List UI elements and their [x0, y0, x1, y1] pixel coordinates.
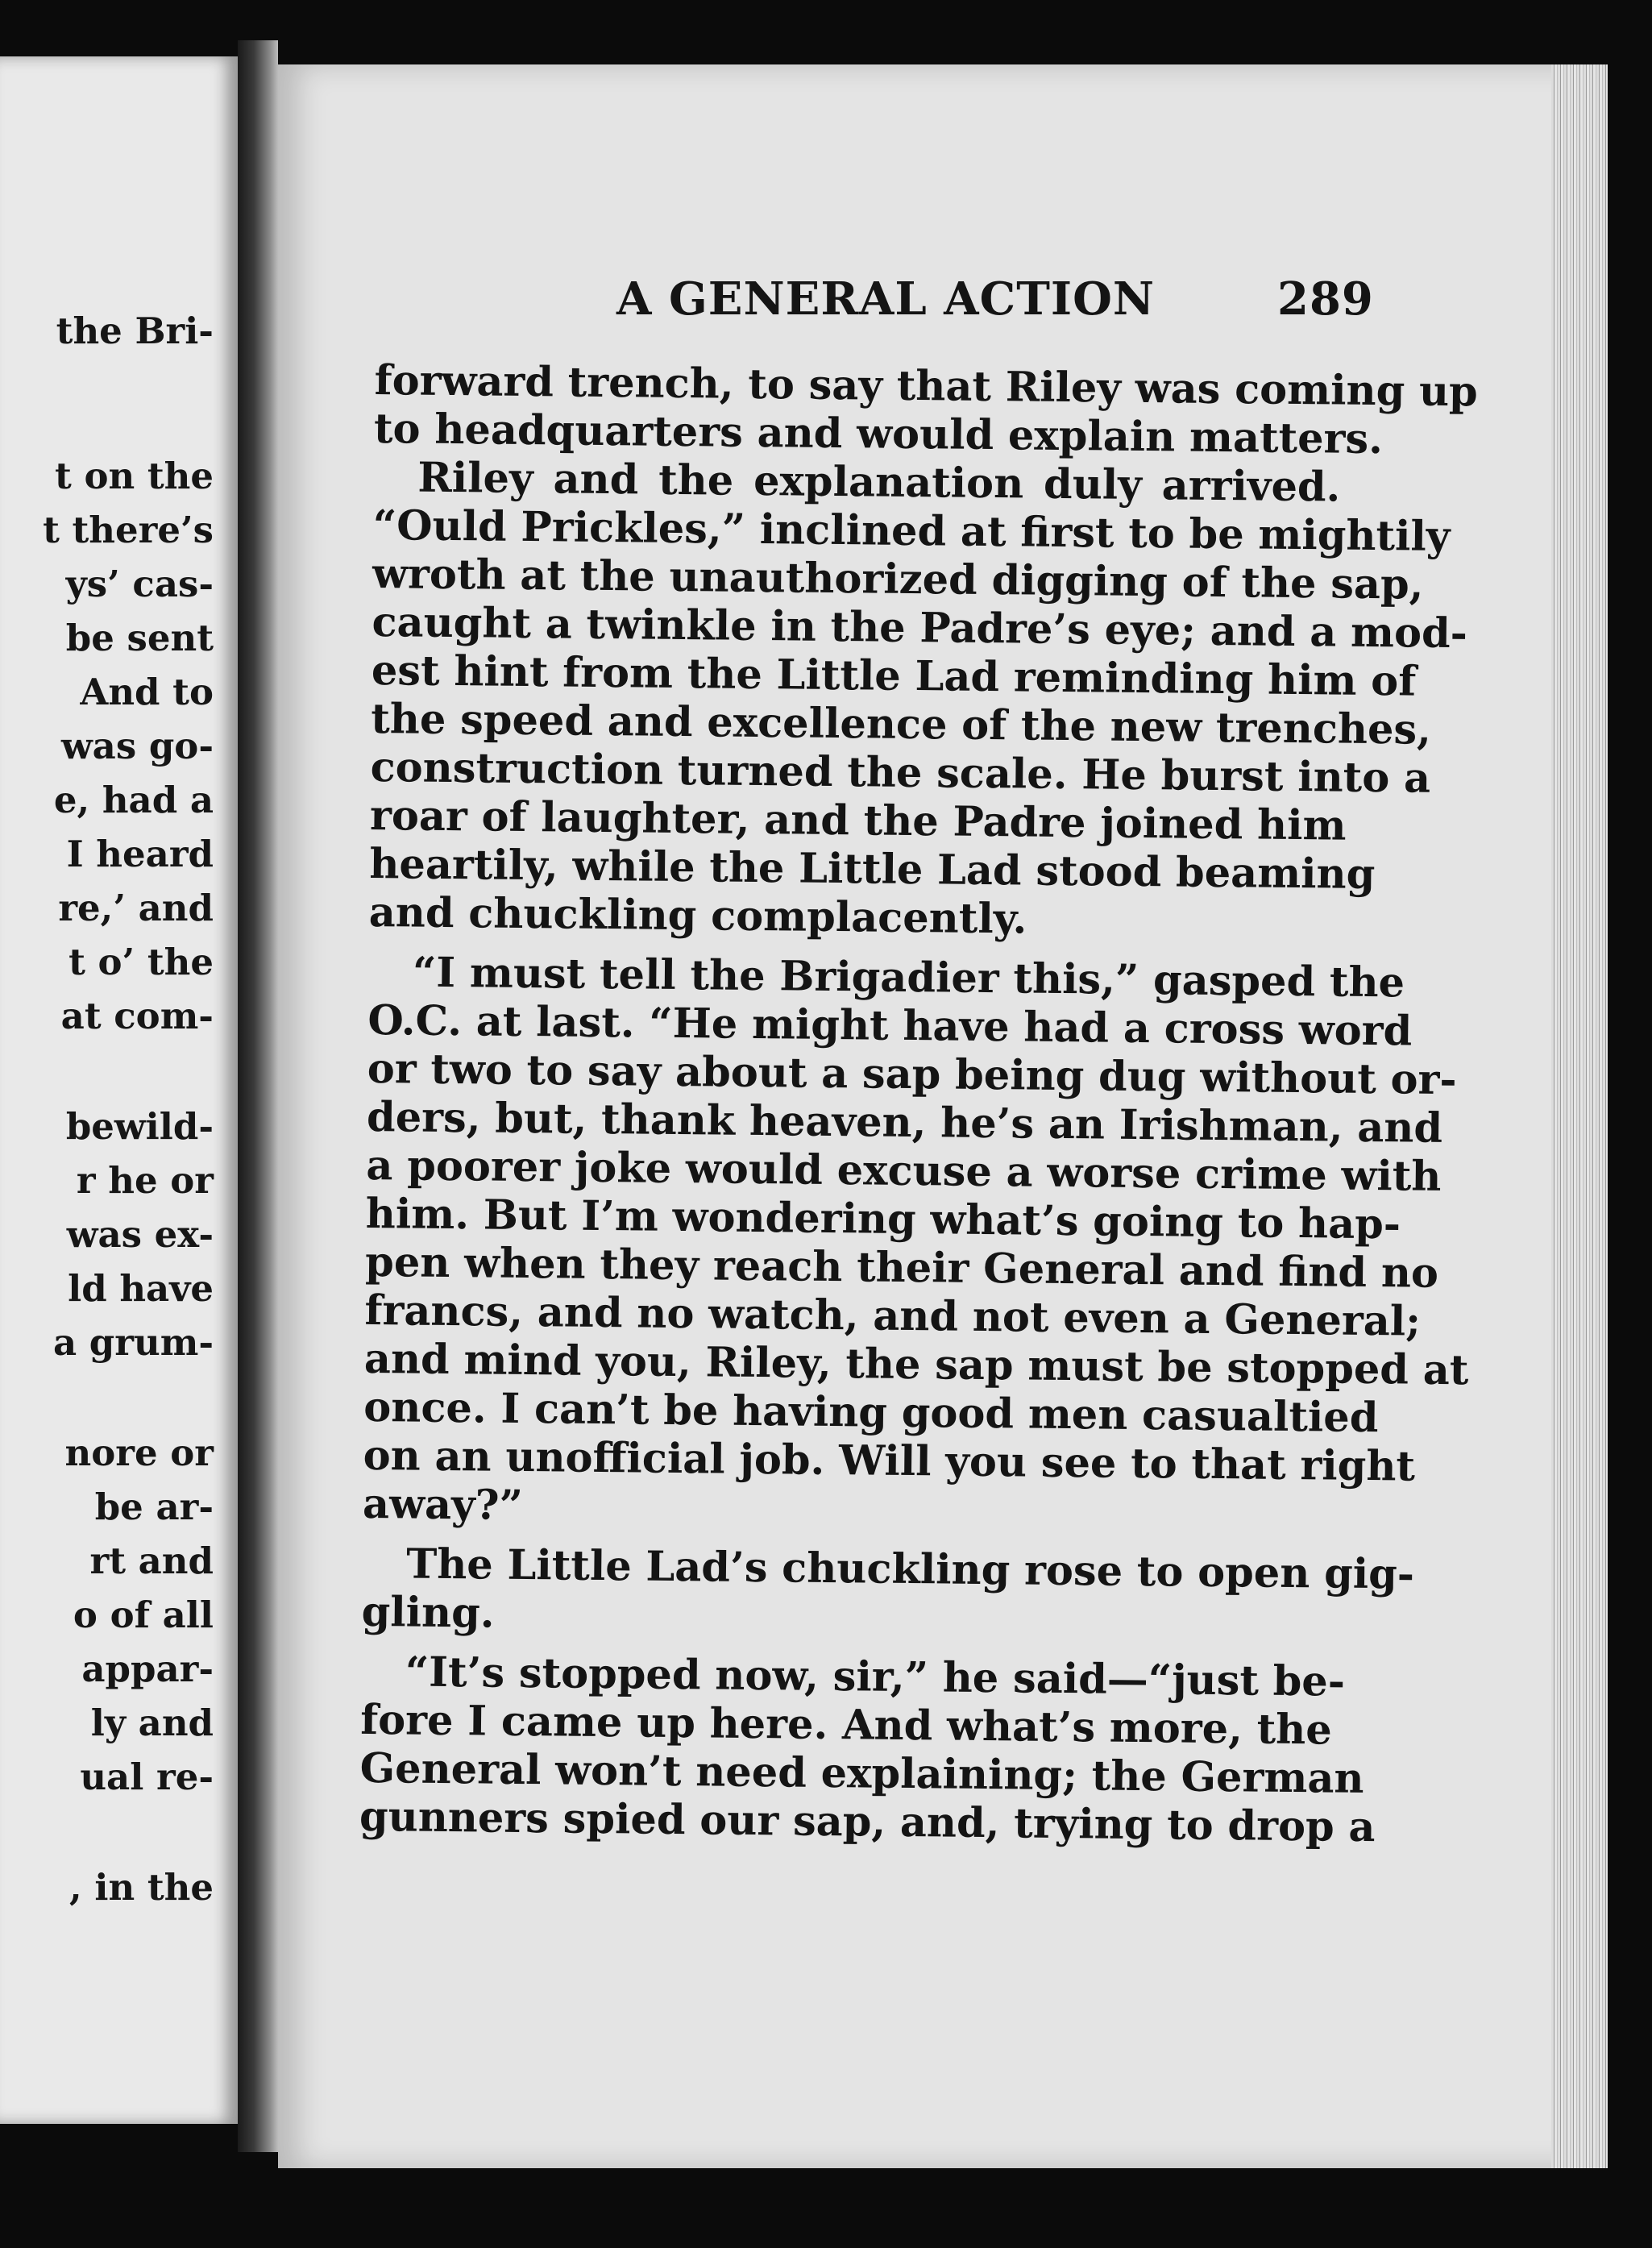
- left-page-line: I heard: [66, 833, 214, 875]
- left-page-fragment: [0, 56, 238, 2124]
- text-line: fore I came up here. And what’s more, the: [359, 1695, 1333, 1755]
- text-line: on an unofficial job. Will you see to that right: [363, 1431, 1416, 1491]
- book-page: [278, 64, 1608, 2168]
- left-page-line: ld have: [68, 1267, 214, 1310]
- left-page-line: re,’ and: [58, 887, 214, 929]
- text-line: to headquarters and would explain matters.: [373, 404, 1384, 464]
- text-line: him. But I’m wondering what’s going to hap-: [365, 1189, 1401, 1249]
- text-line: gunners spied our sap, and, trying to drop a: [359, 1792, 1376, 1852]
- left-page-line: ys’ cas-: [65, 563, 214, 605]
- left-page-line: at com-: [60, 995, 214, 1037]
- left-page-line: was go-: [60, 725, 214, 767]
- left-page-line: And to: [80, 671, 214, 713]
- text-line: and chuckling complacently.: [368, 887, 1027, 944]
- left-page-line: a grum-: [52, 1321, 214, 1364]
- left-page-line: t o’ the: [68, 941, 214, 983]
- left-page-line: was ex-: [66, 1213, 214, 1256]
- text-line: forward trench, to say that Riley was coming up: [374, 356, 1479, 417]
- left-page-line: r he or: [76, 1159, 214, 1202]
- left-page-line: appar-: [81, 1648, 214, 1690]
- left-page-line: the Bri-: [56, 310, 214, 352]
- left-page-line: be sent: [65, 617, 214, 659]
- left-page-line: ual re-: [80, 1756, 214, 1798]
- left-page-line: , in the: [69, 1866, 214, 1909]
- text-line: francs, and no watch, and not even a General;: [364, 1286, 1422, 1346]
- page-number: 289: [1277, 272, 1374, 326]
- left-page-line: nore or: [64, 1431, 214, 1474]
- text-line: General won’t need explaining; the German: [359, 1743, 1364, 1803]
- text-line: ders, but, thank heaven, he’s an Irishman, and: [366, 1092, 1443, 1153]
- text-line: heartily, while the Little Lad stood beaming: [369, 839, 1376, 900]
- text-line: away?”: [362, 1479, 524, 1531]
- left-page-line: bewild-: [65, 1105, 214, 1148]
- text-line: once. I can’t be having good men casualtied: [363, 1382, 1379, 1443]
- text-line: “Ould Prickles,” inclined at first to be mightily: [372, 501, 1451, 561]
- book-gutter: [238, 40, 278, 2152]
- text-line: “It’s stopped now, sir,” he said—“just be-: [405, 1648, 1346, 1706]
- running-title: A GENERAL ACTION: [616, 272, 1156, 326]
- text-line: est hint from the Little Lad reminding him of: [371, 646, 1417, 706]
- text-line: The Little Lad’s chuckling rose to open gig-: [405, 1540, 1415, 1599]
- page-edges: [1551, 64, 1608, 2168]
- text-line: Riley and the explanation duly arrived.: [417, 453, 1341, 512]
- left-page-line: e, had a: [53, 779, 214, 821]
- text-line: pen when they reach their General and find no: [364, 1237, 1439, 1298]
- text-line: roar of laughter, and the Padre joined him: [369, 791, 1347, 850]
- body-text: [359, 356, 1479, 1852]
- left-page-line: be ar-: [94, 1486, 214, 1528]
- left-page-line: t on the: [55, 455, 214, 497]
- text-line: the speed and excellence of the new trenches,: [370, 694, 1432, 754]
- text-line: caught a twinkle in the Padre’s eye; and a mod-: [371, 597, 1468, 659]
- text-line: O.C. at last. “He might have had a cross word: [367, 995, 1413, 1056]
- left-page-line: t there’s: [43, 509, 214, 551]
- text-line: “I must tell the Brigadier this,” gasped the: [412, 948, 1405, 1008]
- text-line: construction turned the scale. He burst into a: [370, 742, 1431, 803]
- text-line: gling.: [361, 1587, 495, 1638]
- text-line: a poorer joke would excuse a worse crime with: [366, 1141, 1442, 1201]
- text-line: or two to say about a sap being dug without or-: [367, 1044, 1457, 1105]
- text-line: wroth at the unauthorized digging of the sap,: [371, 549, 1424, 609]
- left-page-line: ly and: [90, 1702, 214, 1744]
- left-page-line: rt and: [89, 1540, 214, 1582]
- left-page-line: o of all: [73, 1594, 214, 1636]
- text-line: and mind you, Riley, the sap must be stopped at: [363, 1334, 1469, 1395]
